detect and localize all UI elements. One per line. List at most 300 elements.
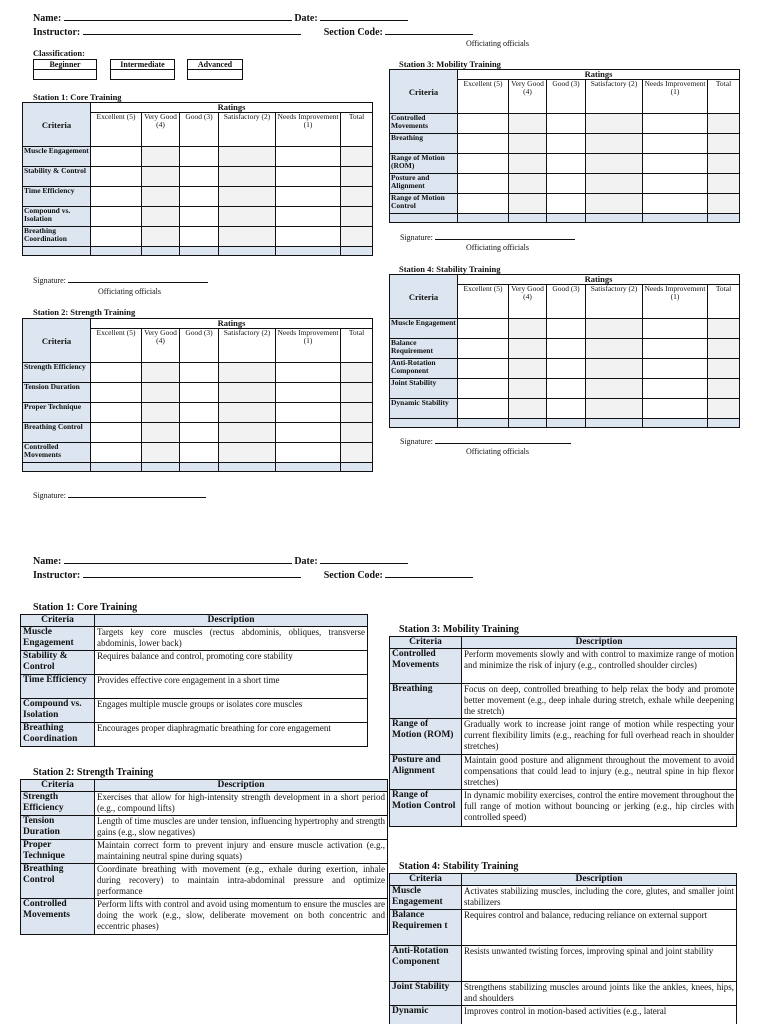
rating-col-satisfactory-2: Satisfactory (2) xyxy=(219,113,276,147)
blank-cell xyxy=(643,214,708,223)
rating-col-excellent-5: Excellent (5) xyxy=(458,80,509,114)
table-row xyxy=(21,816,388,840)
rating-input-cell[interactable] xyxy=(547,174,586,194)
criteria-cell: Strength Efficiency xyxy=(23,363,91,383)
description-cell: Engages multiple muscle groups or isolates core muscles xyxy=(95,699,368,723)
rating-table xyxy=(389,69,740,223)
table-row xyxy=(390,114,740,134)
rating-input-cell[interactable] xyxy=(142,147,180,167)
criteria-cell: Breathing Coordination xyxy=(21,723,95,747)
description-cell: Strengthens stabilizing muscles around joints like the ankles, knees, hips, and shoulders xyxy=(462,982,737,1006)
rating-input-cell[interactable] xyxy=(91,383,142,403)
table-row xyxy=(390,719,737,755)
criteria-cell: Range of Motion Control xyxy=(390,194,458,214)
rating-input-cell[interactable] xyxy=(458,174,509,194)
station3-desc-table xyxy=(389,636,737,827)
name-label: Name: xyxy=(33,556,62,567)
rating-input-cell[interactable] xyxy=(643,379,708,399)
station1-rating-table xyxy=(22,102,373,256)
rating-input-cell[interactable] xyxy=(708,114,740,134)
rating-col-satisfactory-2: Satisfactory (2) xyxy=(586,80,643,114)
rating-input-cell[interactable] xyxy=(219,147,276,167)
rating-input-cell[interactable] xyxy=(708,154,740,174)
table-row xyxy=(23,167,373,187)
table-row xyxy=(390,359,740,379)
rating-input-cell[interactable] xyxy=(219,363,276,383)
rating-input-cell[interactable] xyxy=(586,134,643,154)
rating-input-cell[interactable] xyxy=(276,147,341,167)
criteria-cell: Muscle Engagement xyxy=(390,319,458,339)
rating-input-cell[interactable] xyxy=(219,167,276,187)
criteria-cell: Range of Motion Control xyxy=(390,790,462,827)
criteria-cell: Anti-Rotation Component xyxy=(390,359,458,379)
table-row xyxy=(23,443,373,463)
criteria-cell: Posture and Alignment xyxy=(390,174,458,194)
blank-cell xyxy=(180,463,219,472)
rating-input-cell[interactable] xyxy=(643,194,708,214)
rating-input-cell[interactable] xyxy=(586,319,643,339)
table-row xyxy=(21,899,388,935)
rating-col-satisfactory-2: Satisfactory (2) xyxy=(219,329,276,363)
rating-input-cell[interactable] xyxy=(708,319,740,339)
table-row xyxy=(390,319,740,339)
station2-desc-title: Station 2: Strength Training xyxy=(33,767,154,778)
rating-col-needs-improvement-1: Needs Improvement (1) xyxy=(276,113,341,147)
table-row xyxy=(390,214,740,223)
rating-input-cell[interactable] xyxy=(219,207,276,227)
rating-input-cell[interactable] xyxy=(643,174,708,194)
rating-input-cell[interactable] xyxy=(276,383,341,403)
rating-input-cell[interactable] xyxy=(341,403,373,423)
description-cell: Coordinate breathing with movement (e.g., exhale during exertion, inhale during recovery) to maintain intra-abdominal pressure and optimize performance xyxy=(95,864,388,899)
table-row xyxy=(23,147,373,167)
criteria-cell: Time Efficiency xyxy=(21,675,95,699)
station3-rating-table xyxy=(389,69,740,223)
rating-input-cell[interactable] xyxy=(180,147,219,167)
rating-input-cell[interactable] xyxy=(91,167,142,187)
rating-input-cell[interactable] xyxy=(276,207,341,227)
description-cell: Requires control and balance, reducing reliance on external support xyxy=(462,910,737,946)
table-row xyxy=(390,154,740,174)
rating-input-cell[interactable] xyxy=(142,383,180,403)
rating-col-good-3: Good (3) xyxy=(180,329,219,363)
rating-input-cell[interactable] xyxy=(509,174,547,194)
table-row xyxy=(390,379,740,399)
blank-cell xyxy=(142,463,180,472)
description-cell: Resists unwanted twisting forces, improving spinal and joint stability xyxy=(462,946,737,982)
rating-input-cell[interactable] xyxy=(547,339,586,359)
station3-signature-field[interactable] xyxy=(435,233,575,240)
table-row xyxy=(23,403,373,423)
rating-input-cell[interactable] xyxy=(458,194,509,214)
rating-input-cell[interactable] xyxy=(586,339,643,359)
station2-desc-table xyxy=(20,779,388,935)
rating-input-cell[interactable] xyxy=(276,403,341,423)
rating-input-cell[interactable] xyxy=(643,154,708,174)
station3-officiating: Officiating officials xyxy=(466,243,530,252)
description-cell: Improves control in motion-based activities (e.g., lateral xyxy=(462,1006,737,1024)
blank-cell xyxy=(509,214,547,223)
blank-cell xyxy=(219,247,276,256)
criteria-header: Criteria xyxy=(21,780,95,792)
description-header: Description xyxy=(462,637,737,649)
description-cell: Activates stabilizing muscles, including the core, glutes, and smaller joint stabilizers xyxy=(462,886,737,910)
date-label: Date: xyxy=(294,13,318,24)
rating-input-cell[interactable] xyxy=(509,359,547,379)
station2-signature-field[interactable] xyxy=(68,491,206,498)
rating-input-cell[interactable] xyxy=(708,194,740,214)
rating-input-cell[interactable] xyxy=(276,167,341,187)
rating-col-good-3: Good (3) xyxy=(547,80,586,114)
rating-col-very-good-4: Very Good (4) xyxy=(142,329,180,363)
rating-input-cell[interactable] xyxy=(91,207,142,227)
rating-input-cell[interactable] xyxy=(547,194,586,214)
rating-input-cell[interactable] xyxy=(142,227,180,247)
name-field-2[interactable] xyxy=(64,555,292,564)
rating-input-cell[interactable] xyxy=(180,207,219,227)
blank-cell xyxy=(91,247,142,256)
table-row xyxy=(23,187,373,207)
class-intermediate-box[interactable] xyxy=(110,59,175,80)
rating-input-cell[interactable] xyxy=(547,154,586,174)
rating-col-needs-improvement-1: Needs Improvement (1) xyxy=(276,329,341,363)
rating-col-total: Total xyxy=(708,80,740,114)
rating-input-cell[interactable] xyxy=(180,363,219,383)
description-cell: Focus on deep, controlled breathing to help relax the body and promote better movement (e.g., deep inhale during stretch, exhale while deepening the stretch) xyxy=(462,684,737,719)
rating-input-cell[interactable] xyxy=(276,187,341,207)
description-table xyxy=(389,873,737,1024)
rating-input-cell[interactable] xyxy=(180,423,219,443)
table-row xyxy=(390,399,740,419)
rating-input-cell[interactable] xyxy=(643,134,708,154)
rating-input-cell[interactable] xyxy=(219,403,276,423)
table-row xyxy=(390,419,740,428)
description-cell: Exercises that allow for high-intensity strength development in a short period (e.g., compound lifts) xyxy=(95,792,388,816)
rating-input-cell[interactable] xyxy=(276,363,341,383)
rating-input-cell[interactable] xyxy=(219,443,276,463)
rating-input-cell[interactable] xyxy=(643,319,708,339)
description-cell: Encourages proper diaphragmatic breathing for core engagement xyxy=(95,723,368,747)
rating-input-cell[interactable] xyxy=(458,359,509,379)
table-row xyxy=(390,684,737,719)
rating-input-cell[interactable] xyxy=(509,154,547,174)
rating-input-cell[interactable] xyxy=(276,443,341,463)
date-field[interactable] xyxy=(320,12,408,21)
rating-input-cell[interactable] xyxy=(91,443,142,463)
rating-input-cell[interactable] xyxy=(509,379,547,399)
description-cell: Maintain correct form to prevent injury and ensure muscle activation (e.g., maintaining neutral spine during squats) xyxy=(95,840,388,864)
rating-input-cell[interactable] xyxy=(586,174,643,194)
rating-input-cell[interactable] xyxy=(586,154,643,174)
rating-input-cell[interactable] xyxy=(180,403,219,423)
rating-input-cell[interactable] xyxy=(341,147,373,167)
rating-input-cell[interactable] xyxy=(341,443,373,463)
rating-input-cell[interactable] xyxy=(458,379,509,399)
ratings-header: Ratings xyxy=(458,275,740,285)
rating-input-cell[interactable] xyxy=(586,379,643,399)
rating-input-cell[interactable] xyxy=(142,363,180,383)
class-beginner-label: Beginner xyxy=(34,60,96,70)
criteria-cell: Compound vs. Isolation xyxy=(23,207,91,227)
table-row xyxy=(390,982,737,1006)
instructor-row xyxy=(33,26,473,39)
rating-input-cell[interactable] xyxy=(91,363,142,383)
rating-input-cell[interactable] xyxy=(458,114,509,134)
rating-input-cell[interactable] xyxy=(142,207,180,227)
criteria-cell: Controlled Movements xyxy=(390,649,462,684)
rating-input-cell[interactable] xyxy=(458,134,509,154)
description-header: Description xyxy=(95,780,388,792)
table-row xyxy=(390,910,737,946)
criteria-cell: Breathing Coordination xyxy=(23,227,91,247)
description-header: Description xyxy=(462,874,737,886)
station1-signature xyxy=(33,276,208,285)
station1-signature-field[interactable] xyxy=(68,276,208,283)
rating-input-cell[interactable] xyxy=(708,339,740,359)
rating-input-cell[interactable] xyxy=(91,403,142,423)
criteria-header: Criteria xyxy=(23,103,91,147)
description-cell: Length of time muscles are under tension, influencing hypertrophy and strength gains (e.g., slow negatives) xyxy=(95,816,388,840)
rating-input-cell[interactable] xyxy=(643,359,708,379)
rating-input-cell[interactable] xyxy=(341,363,373,383)
section-code-field[interactable] xyxy=(385,26,473,35)
rating-table xyxy=(22,102,373,256)
table-row xyxy=(390,755,737,790)
rating-input-cell[interactable] xyxy=(586,399,643,419)
rating-input-cell[interactable] xyxy=(643,339,708,359)
criteria-cell: Strength Efficiency xyxy=(21,792,95,816)
date-field-2[interactable] xyxy=(320,555,408,564)
blank-cell xyxy=(91,463,142,472)
instructor-field[interactable] xyxy=(83,26,301,35)
rating-col-excellent-5: Excellent (5) xyxy=(91,113,142,147)
rating-input-cell[interactable] xyxy=(341,227,373,247)
rating-input-cell[interactable] xyxy=(142,167,180,187)
description-table xyxy=(20,614,368,747)
signature-label: Signature: xyxy=(33,276,66,285)
station3-rating-title: Station 3: Mobility Training xyxy=(399,59,501,69)
class-beginner-box[interactable] xyxy=(33,59,97,80)
rating-table xyxy=(22,318,373,472)
blank-cell xyxy=(458,214,509,223)
table-row xyxy=(390,1006,737,1024)
criteria-cell: Muscle Engagement xyxy=(390,886,462,910)
criteria-header: Criteria xyxy=(21,615,95,627)
signature-label: Signature: xyxy=(33,491,66,500)
criteria-cell: Range of Motion (ROM) xyxy=(390,719,462,755)
rating-input-cell[interactable] xyxy=(547,359,586,379)
rating-input-cell[interactable] xyxy=(142,443,180,463)
rating-input-cell[interactable] xyxy=(142,403,180,423)
rating-input-cell[interactable] xyxy=(509,194,547,214)
criteria-cell: Stability & Control xyxy=(21,651,95,675)
station4-rating-title: Station 4: Stability Training xyxy=(399,264,501,274)
rating-input-cell[interactable] xyxy=(219,187,276,207)
description-cell: Gradually work to increase joint range of motion while respecting your current flexibility limits (e.g., reaching for full overhead reach in shoulder stretches) xyxy=(462,719,737,755)
rating-input-cell[interactable] xyxy=(547,134,586,154)
criteria-cell: Breathing Control xyxy=(23,423,91,443)
rating-input-cell[interactable] xyxy=(341,423,373,443)
name-field[interactable] xyxy=(64,12,292,21)
section-code-label: Section Code: xyxy=(323,570,383,581)
table-row xyxy=(21,792,388,816)
rating-input-cell[interactable] xyxy=(708,174,740,194)
rating-input-cell[interactable] xyxy=(458,339,509,359)
rating-input-cell[interactable] xyxy=(708,134,740,154)
rating-input-cell[interactable] xyxy=(586,359,643,379)
blank-cell xyxy=(276,463,341,472)
rating-input-cell[interactable] xyxy=(180,227,219,247)
rating-input-cell[interactable] xyxy=(341,167,373,187)
rating-table xyxy=(389,274,740,428)
description-cell: Perform movements slowly and with control to maximize range of motion and minimize the risk of injury (e.g., controlled shoulder circles) xyxy=(462,649,737,684)
blank-cell xyxy=(547,214,586,223)
blank-cell xyxy=(509,419,547,428)
rating-input-cell[interactable] xyxy=(643,399,708,419)
blank-cell xyxy=(142,247,180,256)
blank-cell xyxy=(458,419,509,428)
rating-col-good-3: Good (3) xyxy=(547,285,586,319)
rating-input-cell[interactable] xyxy=(458,399,509,419)
instructor-label: Instructor: xyxy=(33,27,81,38)
rating-input-cell[interactable] xyxy=(586,114,643,134)
criteria-header: Criteria xyxy=(23,319,91,363)
rating-input-cell[interactable] xyxy=(180,383,219,403)
rating-input-cell[interactable] xyxy=(547,399,586,419)
rating-input-cell[interactable] xyxy=(509,339,547,359)
rating-input-cell[interactable] xyxy=(91,187,142,207)
criteria-cell: Dynamic xyxy=(390,1006,462,1024)
criteria-cell: Time Efficiency xyxy=(23,187,91,207)
table-row xyxy=(390,339,740,359)
table-row xyxy=(390,649,737,684)
criteria-cell: Compound vs. Isolation xyxy=(21,699,95,723)
rating-input-cell[interactable] xyxy=(180,443,219,463)
name-label: Name: xyxy=(33,13,62,24)
rating-input-cell[interactable] xyxy=(458,319,509,339)
table-row xyxy=(23,383,373,403)
rating-col-very-good-4: Very Good (4) xyxy=(509,285,547,319)
class-advanced-box[interactable] xyxy=(187,59,243,80)
classification-label: Classification: xyxy=(33,48,85,58)
rating-input-cell[interactable] xyxy=(219,383,276,403)
table-row xyxy=(390,174,740,194)
rating-input-cell[interactable] xyxy=(91,227,142,247)
rating-input-cell[interactable] xyxy=(458,154,509,174)
table-row xyxy=(23,463,373,472)
station4-rating-table xyxy=(389,274,740,428)
rating-col-needs-improvement-1: Needs Improvement (1) xyxy=(643,285,708,319)
rating-input-cell[interactable] xyxy=(341,207,373,227)
rating-input-cell[interactable] xyxy=(142,187,180,207)
rating-col-total: Total xyxy=(341,329,373,363)
rating-input-cell[interactable] xyxy=(509,114,547,134)
description-cell: Perform lifts with control and avoid using momentum to ensure the muscles are doing the work (e.g., slow, deliberate movement on both concentric and eccentric phases) xyxy=(95,899,388,935)
table-row xyxy=(23,227,373,247)
rating-input-cell[interactable] xyxy=(219,227,276,247)
criteria-cell: Controlled Movements xyxy=(23,443,91,463)
criteria-cell: Proper Technique xyxy=(21,840,95,864)
rating-input-cell[interactable] xyxy=(180,187,219,207)
rating-input-cell[interactable] xyxy=(91,423,142,443)
blank-cell xyxy=(23,463,91,472)
rating-input-cell[interactable] xyxy=(341,383,373,403)
station4-officiating: Officiating officials xyxy=(466,447,530,456)
signature-label: Signature: xyxy=(400,437,433,446)
blank-cell xyxy=(708,419,740,428)
blank-cell xyxy=(180,247,219,256)
criteria-cell: Range of Motion (ROM) xyxy=(390,154,458,174)
rating-col-excellent-5: Excellent (5) xyxy=(458,285,509,319)
rating-input-cell[interactable] xyxy=(547,114,586,134)
station2-rating-title: Station 2: Strength Training xyxy=(33,307,136,317)
station4-signature xyxy=(400,437,571,446)
description-header: Description xyxy=(95,615,368,627)
table-row xyxy=(390,134,740,154)
rating-col-excellent-5: Excellent (5) xyxy=(91,329,142,363)
rating-input-cell[interactable] xyxy=(708,399,740,419)
criteria-cell: Balance Requirement xyxy=(390,339,458,359)
rating-input-cell[interactable] xyxy=(509,319,547,339)
rating-input-cell[interactable] xyxy=(341,187,373,207)
criteria-cell: Controlled Movements xyxy=(21,899,95,935)
table-row xyxy=(390,946,737,982)
rating-input-cell[interactable] xyxy=(708,379,740,399)
description-cell: In dynamic mobility exercises, control the entire movement throughout the full range of motion without bouncing or jerking (e.g., hip circles with controlled speed) xyxy=(462,790,737,827)
instructor-label: Instructor: xyxy=(33,570,81,581)
criteria-cell: Dynamic Stability xyxy=(390,399,458,419)
section-code-field-2[interactable] xyxy=(385,569,473,578)
rating-input-cell[interactable] xyxy=(586,194,643,214)
criteria-cell: Breathing xyxy=(390,684,462,719)
criteria-cell: Tension Duration xyxy=(23,383,91,403)
rating-input-cell[interactable] xyxy=(219,423,276,443)
criteria-cell: Breathing xyxy=(390,134,458,154)
name-row xyxy=(33,12,408,25)
rating-input-cell[interactable] xyxy=(509,399,547,419)
station1-desc-title: Station 1: Core Training xyxy=(33,602,138,613)
blank-cell xyxy=(341,247,373,256)
rating-input-cell[interactable] xyxy=(547,319,586,339)
section-code-label: Section Code: xyxy=(323,27,383,38)
rating-input-cell[interactable] xyxy=(276,227,341,247)
rating-input-cell[interactable] xyxy=(276,423,341,443)
instructor-row-2 xyxy=(33,569,473,582)
rating-input-cell[interactable] xyxy=(91,147,142,167)
table-row xyxy=(390,790,737,827)
rating-input-cell[interactable] xyxy=(142,423,180,443)
blank-cell xyxy=(586,419,643,428)
rating-input-cell[interactable] xyxy=(180,167,219,187)
criteria-header: Criteria xyxy=(390,70,458,114)
table-row xyxy=(21,627,368,651)
criteria-cell: Breathing Control xyxy=(21,864,95,899)
rating-col-very-good-4: Very Good (4) xyxy=(509,80,547,114)
criteria-cell: Anti-Rotation Component xyxy=(390,946,462,982)
rating-input-cell[interactable] xyxy=(708,359,740,379)
rating-col-total: Total xyxy=(708,285,740,319)
rating-input-cell[interactable] xyxy=(509,134,547,154)
class-intermediate-label: Intermediate xyxy=(111,60,174,70)
blank-cell xyxy=(586,214,643,223)
station4-signature-field[interactable] xyxy=(435,437,571,444)
description-cell: Provides effective core engagement in a short time xyxy=(95,675,368,699)
class-advanced-label: Advanced xyxy=(188,60,242,70)
instructor-field-2[interactable] xyxy=(83,569,301,578)
rating-input-cell[interactable] xyxy=(643,114,708,134)
rating-input-cell[interactable] xyxy=(547,379,586,399)
ratings-header: Ratings xyxy=(91,319,373,329)
